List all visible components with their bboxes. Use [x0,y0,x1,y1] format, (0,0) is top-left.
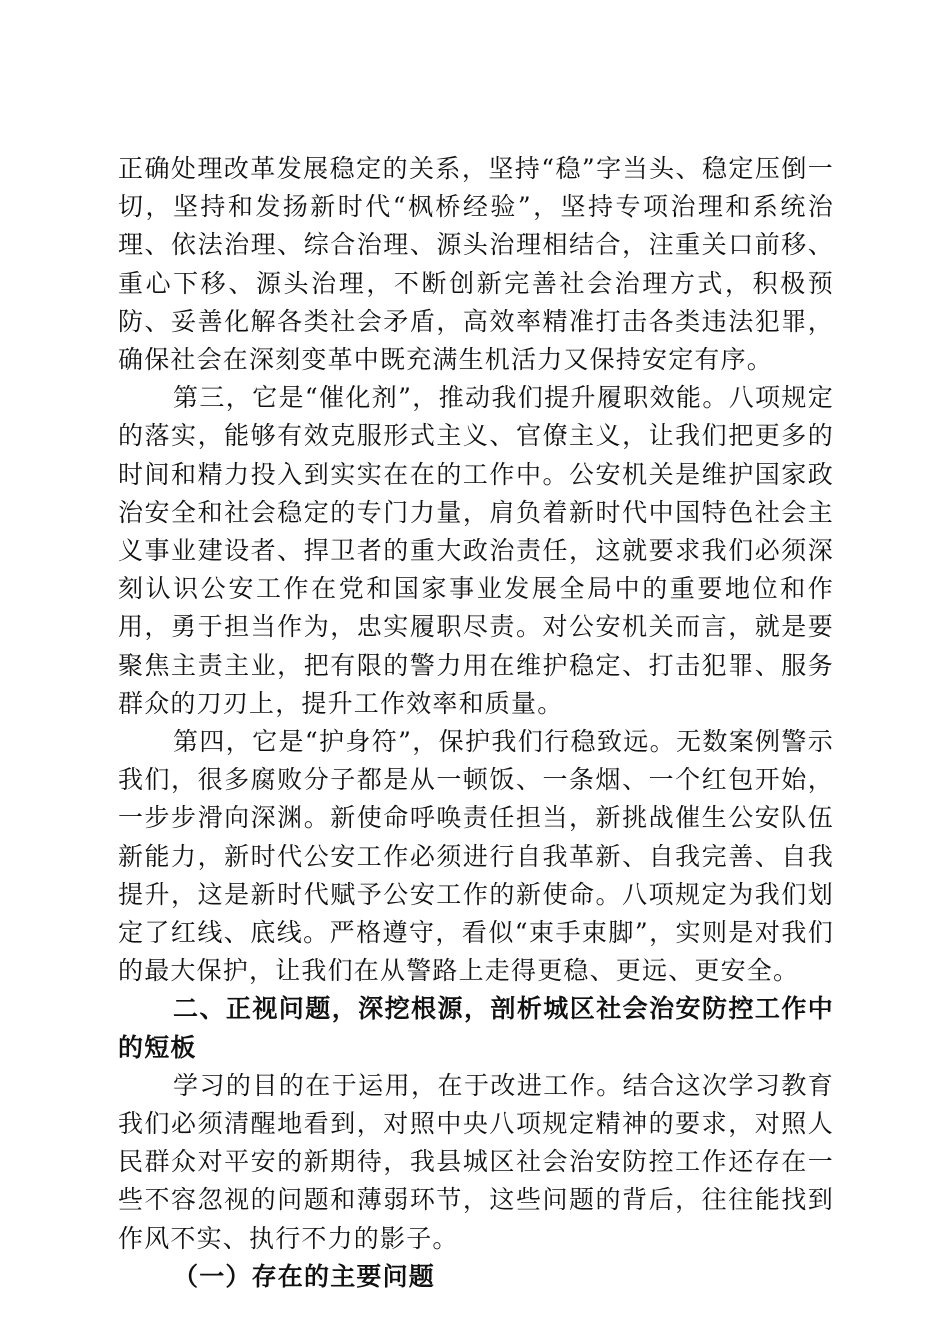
paragraph-third-catalyst: 第三，它是“催化剂”，推动我们提升履职效能。八项规定的落实，能够有效克服形式主义、官僚主义，让我们把更多的时间和精力投入到实实在在的工作中。公安机关是维护国家政治安全和社会稳定的专门力量，肩负着新时代中国特色社会主义事业建设者、捍卫者的重大政治责任，这就要求我们必须深刻认识公安工作在党和国家事业发展全局中的重要地位和作用，勇于担当作为，忠实履职尽责。对公安机关而言，就是要聚焦主责主业，把有限的警力用在维护稳定、打击犯罪、服务群众的刀刃上，提升工作效率和质量。 [118,383,834,718]
section-heading-two: 二、正视问题，深挖根源，剖析城区社会治安防控工作中的短板 [118,994,834,1062]
paragraph-continuation: 正确处理改革发展稳定的关系，坚持“稳”字当头、稳定压倒一切，坚持和发扬新时代“枫桥经验”，坚持专项治理和系统治理、依法治理、综合治理、源头治理相结合，注重关口前移、重心下移、源头治理，不断创新完善社会治理方式，积极预防、妥善化解各类社会矛盾，高效率精准打击各类违法犯罪，确保社会在深刻变革中既充满生机活力又保持安定有序。 [118,154,834,375]
paragraph-learning-purpose: 学习的目的在于运用，在于改进工作。结合这次学习教育我们必须清醒地看到，对照中央八项规定精神的要求，对照人民群众对平安的新期待，我县城区社会治安防控工作还存在一些不容忽视的问题和薄弱环节，这些问题的背后，往往能找到作风不实、执行不力的影子。 [118,1070,834,1253]
paragraph-fourth-amulet: 第四，它是“护身符”，保护我们行稳致远。无数案例警示我们，很多腐败分子都是从一顿饭、一条烟、一个红包开始，一步步滑向深渊。新使命呼唤责任担当，新挑战催生公安队伍新能力，新时代公安工作必须进行自我革新、自我完善、自我提升，这是新时代赋予公安工作的新使命。八项规定为我们划定了红线、底线。严格遵守，看似“束手束脚”，实则是对我们的最大保护，让我们在从警路上走得更稳、更远、更安全。 [118,727,834,986]
subsection-heading-main-problems: （一）存在的主要问题 [173,1261,436,1291]
document-page [118,150,834,1296]
